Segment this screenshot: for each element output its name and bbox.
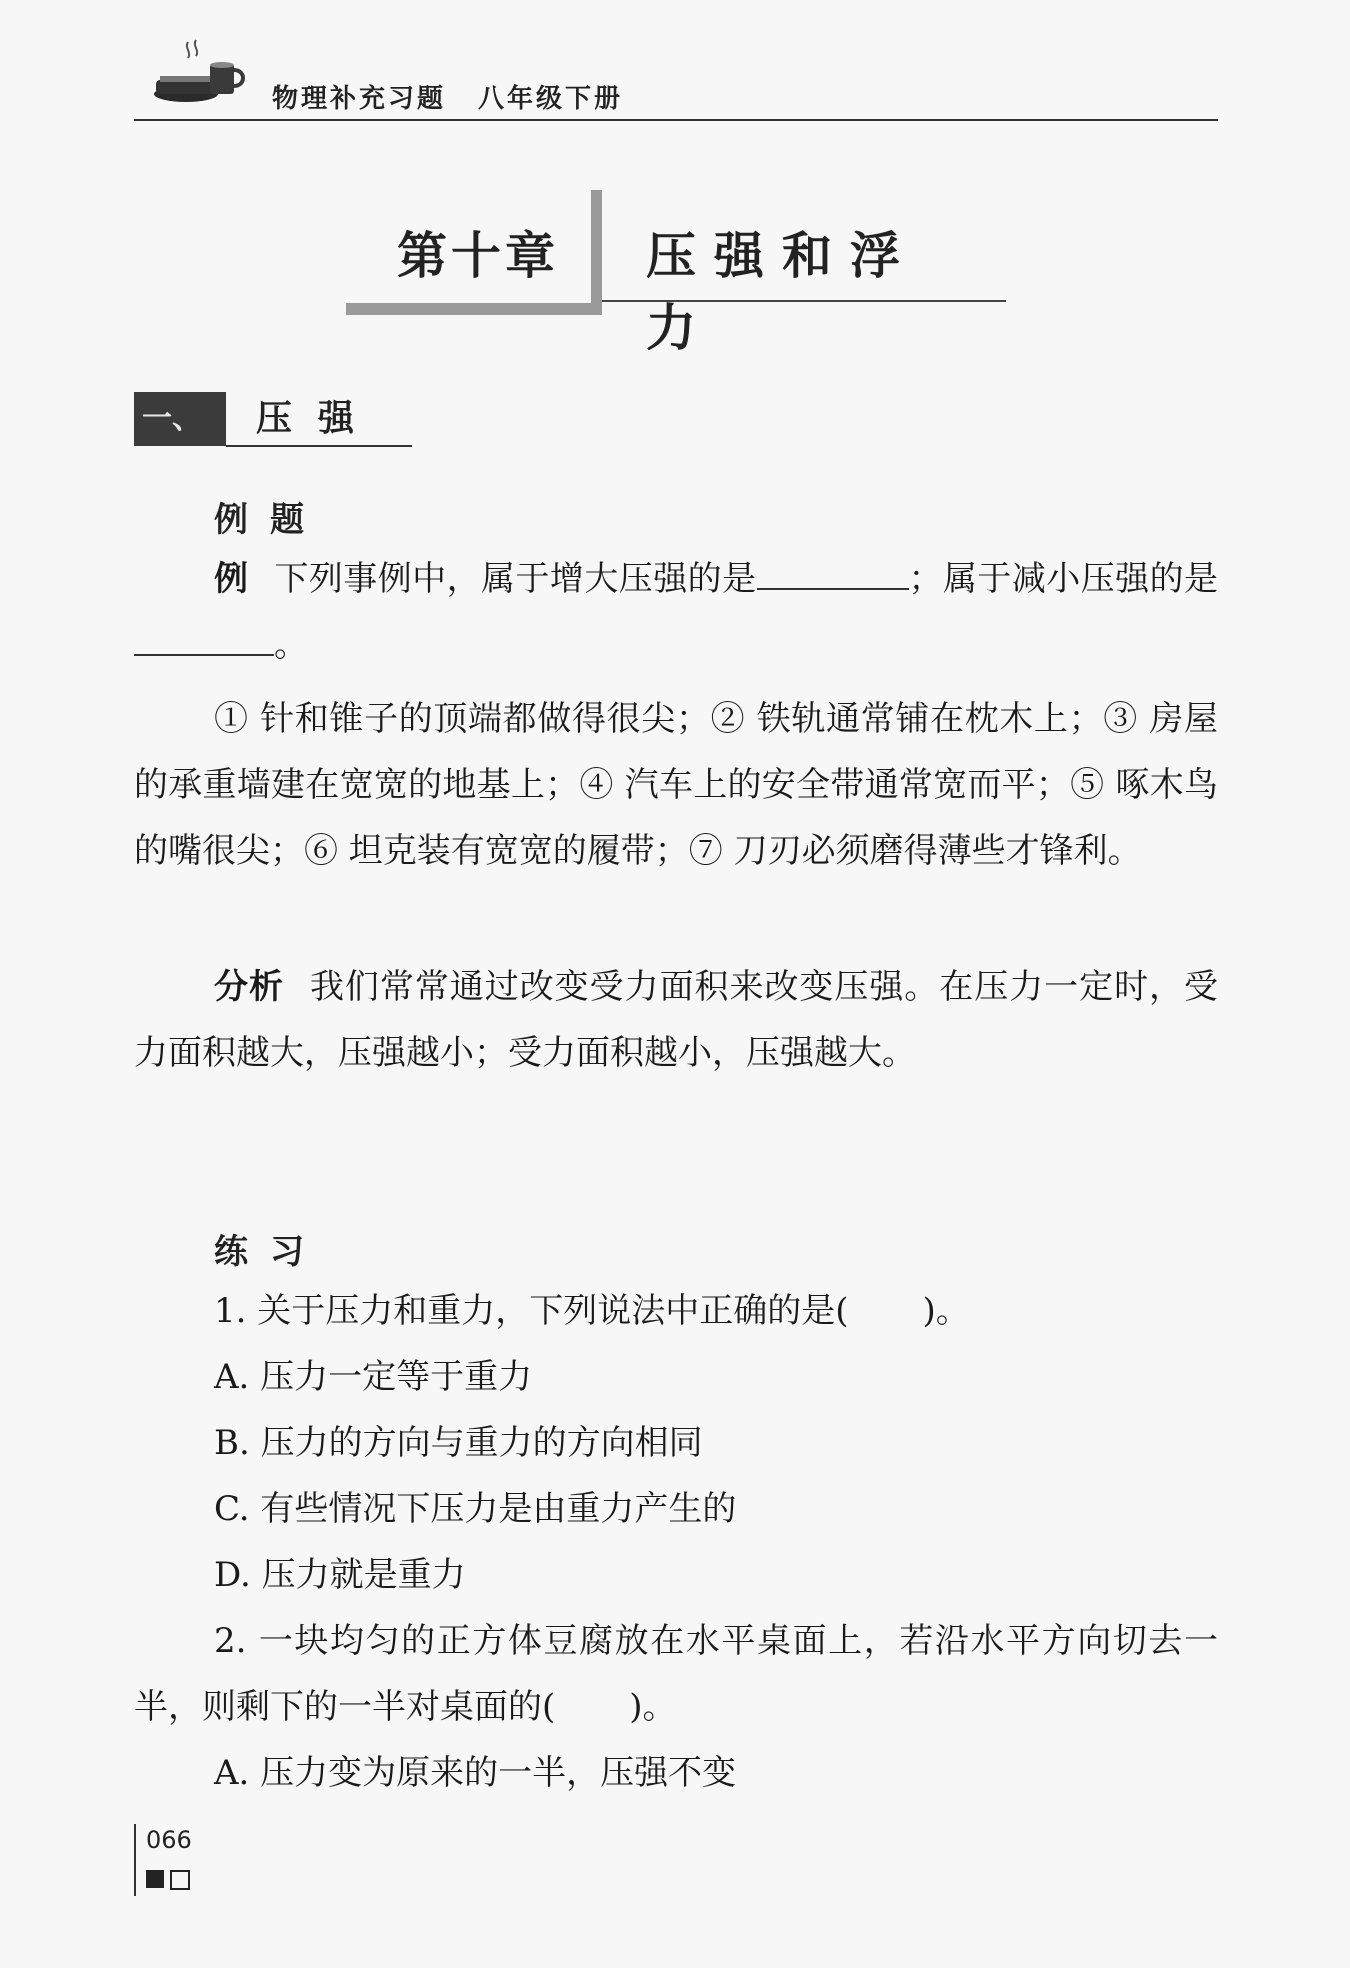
chapter-title: 压强和浮力 xyxy=(646,226,918,357)
question-1-close: )。 xyxy=(922,1291,970,1331)
example-question-text-3: 。 xyxy=(274,625,308,665)
filled-square-icon xyxy=(146,1870,164,1888)
practice-heading: 练习 xyxy=(214,1232,326,1272)
chapter-number: 第十章 xyxy=(397,226,559,285)
question-2-option-a: A. 压力变为原来的一半，压强不变 xyxy=(214,1753,737,1793)
question-1-text: 1. 关于压力和重力，下列说法中正确的是( xyxy=(214,1291,849,1331)
book-and-mug-icon xyxy=(152,36,248,114)
question-1-option-a: A. 压力一定等于重力 xyxy=(214,1357,533,1397)
section-underline xyxy=(226,445,412,447)
example-label: 例 xyxy=(214,559,249,599)
book-title: 物理补充习题 xyxy=(272,84,447,114)
section-title: 压强 xyxy=(256,398,381,439)
question-2-close: )。 xyxy=(629,1687,677,1727)
question-1-stem xyxy=(214,1278,970,1344)
example-question-text-1: 下列事例中，属于增大压强的是 xyxy=(274,559,757,599)
grade-label: 八年级下册 xyxy=(478,84,624,114)
header-rule xyxy=(134,119,1218,121)
footer-rule xyxy=(134,1824,136,1896)
page-number: 066 xyxy=(146,1826,192,1854)
question-1-option-d: D. 压力就是重力 xyxy=(214,1555,466,1595)
chapter-divider-bar xyxy=(591,190,602,314)
section-number-box: 一、 xyxy=(134,392,226,446)
question-2-text: 2. 一块均匀的正方体豆腐放在水平桌面上，若沿水平方向切去一半，则剩下的一半对桌面的( xyxy=(134,1621,1218,1727)
analysis-paragraph xyxy=(134,954,1218,1086)
example-question-text-2: ；属于减小压强的是 xyxy=(908,559,1219,599)
answer-blank-increase xyxy=(757,554,909,590)
example-heading: 例题 xyxy=(214,500,326,540)
chapter-underline-bar xyxy=(346,303,602,315)
analysis-text: 我们常常通过改变受力面积来改变压强。在压力一定时，受力面积越大，压强越小；受力面积越小，压强越大。 xyxy=(134,967,1219,1073)
question-1-option-c: C. 有些情况下压力是由重力产生的 xyxy=(214,1489,737,1529)
question-2-stem xyxy=(134,1608,1218,1740)
empty-square-icon xyxy=(170,1870,190,1890)
question-1-option-b: B. 压力的方向与重力的方向相同 xyxy=(214,1423,703,1463)
running-header xyxy=(272,78,623,115)
example-question xyxy=(134,546,1218,678)
analysis-label: 分析 xyxy=(214,967,284,1007)
answer-blank-decrease xyxy=(134,620,274,656)
example-items: ① 针和锥子的顶端都做得很尖；② 铁轨通常铺在枕木上；③ 房屋的承重墙建在宽宽的地基上；④ 汽车上的安全带通常宽而平；⑤ 啄木鸟的嘴很尖；⑥ 坦克装有宽宽的履带；⑦ 刀刃必须磨得薄些才锋利。 xyxy=(134,699,1218,871)
